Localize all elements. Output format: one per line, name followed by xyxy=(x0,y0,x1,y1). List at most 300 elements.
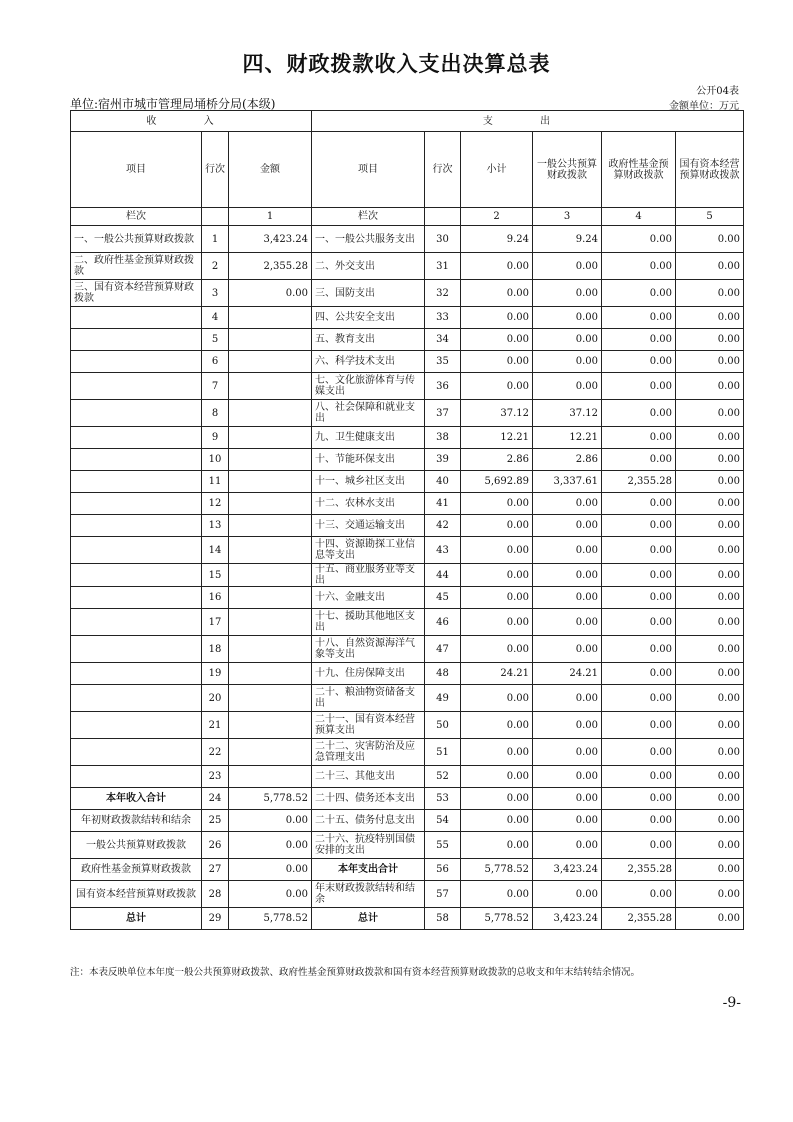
cell-in-line: 29 xyxy=(202,908,229,930)
cell-ex-item: 九、卫生健康支出 xyxy=(312,427,425,449)
cell-sub: 0.00 xyxy=(461,373,533,400)
cell-ex-line: 52 xyxy=(425,766,461,788)
cell-gov: 0.00 xyxy=(602,280,676,307)
cell-gov: 0.00 xyxy=(602,788,676,810)
cell-st: 0.00 xyxy=(676,449,744,471)
table-row xyxy=(71,810,744,832)
cell-gen: 0.00 xyxy=(533,881,602,908)
expense-line-header: 行次 xyxy=(425,132,461,208)
cell-in-line: 28 xyxy=(202,881,229,908)
general-budget-header: 一般公共预算财政拨款 xyxy=(533,132,602,208)
cell-ex-line: 34 xyxy=(425,329,461,351)
cell-sub: 0.00 xyxy=(461,329,533,351)
table-row xyxy=(71,881,744,908)
cell-gen: 0.00 xyxy=(533,351,602,373)
cell-in-item: 三、国有资本经营预算财政拨款 xyxy=(71,280,202,307)
cell-gov: 0.00 xyxy=(602,636,676,663)
cell-ex-line: 58 xyxy=(425,908,461,930)
cell-gov: 0.00 xyxy=(602,373,676,400)
cell-st: 0.00 xyxy=(676,908,744,930)
table-row xyxy=(71,587,744,609)
cell-st: 0.00 xyxy=(676,351,744,373)
cell-in-amt xyxy=(229,329,312,351)
cell-gov: 0.00 xyxy=(602,739,676,766)
table-row xyxy=(71,859,744,881)
cell-in-item xyxy=(71,373,202,400)
table-row xyxy=(71,712,744,739)
cell-ex-item: 十、节能环保支出 xyxy=(312,449,425,471)
cell-in-line: 2 xyxy=(202,253,229,280)
cell-gov: 0.00 xyxy=(602,609,676,636)
cell-in-line: 12 xyxy=(202,493,229,515)
cell-gov: 0.00 xyxy=(602,685,676,712)
cell-gen: 0.00 xyxy=(533,739,602,766)
expense-item-header: 项目 xyxy=(312,132,425,208)
cell-st: 0.00 xyxy=(676,712,744,739)
cell-sub: 0.00 xyxy=(461,351,533,373)
cell-ex-item: 六、科学技术支出 xyxy=(312,351,425,373)
cell-sub: 0.00 xyxy=(461,739,533,766)
cell-gov: 0.00 xyxy=(602,351,676,373)
cell-gen: 0.00 xyxy=(533,564,602,587)
cell-in-item: 国有资本经营预算财政拨款 xyxy=(71,881,202,908)
col-label: 栏次 xyxy=(71,208,202,226)
cell-in-amt xyxy=(229,493,312,515)
cell-ex-line: 47 xyxy=(425,636,461,663)
cell-ex-line: 33 xyxy=(425,307,461,329)
cell-sub: 24.21 xyxy=(461,663,533,685)
cell-ex-item: 十五、商业服务业等支出 xyxy=(312,564,425,587)
cell-in-item: 总计 xyxy=(71,908,202,930)
cell-st: 0.00 xyxy=(676,636,744,663)
cell-sub: 5,778.52 xyxy=(461,859,533,881)
cell-gen: 0.00 xyxy=(533,685,602,712)
cell-st: 0.00 xyxy=(676,739,744,766)
cell-st: 0.00 xyxy=(676,515,744,537)
cell-ex-item: 四、公共安全支出 xyxy=(312,307,425,329)
cell-ex-item: 十九、住房保障支出 xyxy=(312,663,425,685)
cell-gen: 0.00 xyxy=(533,493,602,515)
cell-sub: 0.00 xyxy=(461,712,533,739)
table-row xyxy=(71,788,744,810)
cell-in-line: 4 xyxy=(202,307,229,329)
cell-in-amt xyxy=(229,636,312,663)
cell-in-line: 21 xyxy=(202,712,229,739)
cell-ex-item: 五、教育支出 xyxy=(312,329,425,351)
expense-section-header: 支 出 xyxy=(312,111,744,132)
cell-st: 0.00 xyxy=(676,881,744,908)
cell-gov: 2,355.28 xyxy=(602,908,676,930)
cell-gen: 0.00 xyxy=(533,537,602,564)
cell-in-amt: 3,423.24 xyxy=(229,226,312,253)
document-title: 四、财政拨款收入支出决算总表 xyxy=(242,52,551,76)
cell-st: 0.00 xyxy=(676,587,744,609)
unit-label: 单位:宿州市城市管理局埇桥分局(本级) xyxy=(70,97,276,111)
cell-ex-item: 总计 xyxy=(312,908,425,930)
cell-ex-line: 38 xyxy=(425,427,461,449)
cell-in-amt xyxy=(229,400,312,427)
cell-ex-line: 51 xyxy=(425,739,461,766)
col-number-4: 4 xyxy=(602,208,676,226)
cell-gov: 0.00 xyxy=(602,427,676,449)
col-label: 栏次 xyxy=(312,208,425,226)
subtotal-header: 小计 xyxy=(461,132,533,208)
cell-gen: 9.24 xyxy=(533,226,602,253)
cell-in-line: 10 xyxy=(202,449,229,471)
cell-ex-item: 三、国防支出 xyxy=(312,280,425,307)
cell-in-item xyxy=(71,329,202,351)
cell-ex-line: 46 xyxy=(425,609,461,636)
cell-ex-item: 二、外交支出 xyxy=(312,253,425,280)
header-row-columns xyxy=(71,132,744,208)
table-row xyxy=(71,400,744,427)
cell-gov: 0.00 xyxy=(602,766,676,788)
cell-ex-item: 十七、援助其他地区支出 xyxy=(312,609,425,636)
cell-gen: 0.00 xyxy=(533,636,602,663)
cell-st: 0.00 xyxy=(676,788,744,810)
cell-gen: 0.00 xyxy=(533,329,602,351)
cell-ex-line: 50 xyxy=(425,712,461,739)
cell-in-item xyxy=(71,766,202,788)
cell-in-item xyxy=(71,307,202,329)
cell-ex-line: 55 xyxy=(425,832,461,859)
cell-in-amt: 0.00 xyxy=(229,832,312,859)
cell-sub: 37.12 xyxy=(461,400,533,427)
cell-in-line: 1 xyxy=(202,226,229,253)
cell-st: 0.00 xyxy=(676,685,744,712)
cell-sub: 0.00 xyxy=(461,537,533,564)
cell-st: 0.00 xyxy=(676,663,744,685)
cell-gov: 0.00 xyxy=(602,515,676,537)
table-row xyxy=(71,564,744,587)
cell-in-item: 二、政府性基金预算财政拨款 xyxy=(71,253,202,280)
table-row xyxy=(71,636,744,663)
cell-in-line: 18 xyxy=(202,636,229,663)
cell-in-amt xyxy=(229,663,312,685)
cell-sub: 2.86 xyxy=(461,449,533,471)
cell-in-line: 27 xyxy=(202,859,229,881)
cell-sub: 0.00 xyxy=(461,515,533,537)
cell-sub: 0.00 xyxy=(461,636,533,663)
table-row xyxy=(71,226,744,253)
cell-sub: 0.00 xyxy=(461,881,533,908)
cell-in-item: 年初财政拨款结转和结余 xyxy=(71,810,202,832)
cell-st: 0.00 xyxy=(676,609,744,636)
cell-in-item: 一般公共预算财政拨款 xyxy=(71,832,202,859)
cell-sub: 0.00 xyxy=(461,564,533,587)
cell-in-item xyxy=(71,427,202,449)
cell-gov: 2,355.28 xyxy=(602,471,676,493)
cell-gen: 0.00 xyxy=(533,810,602,832)
cell-ex-line: 42 xyxy=(425,515,461,537)
cell-in-amt: 0.00 xyxy=(229,280,312,307)
header-row-sections xyxy=(71,111,744,132)
cell-in-amt: 5,778.52 xyxy=(229,788,312,810)
cell-ex-item: 二十五、债务付息支出 xyxy=(312,810,425,832)
cell-sub: 0.00 xyxy=(461,766,533,788)
cell-in-amt: 5,778.52 xyxy=(229,908,312,930)
cell-in-item xyxy=(71,636,202,663)
cell-ex-item: 二十四、债务还本支出 xyxy=(312,788,425,810)
cell-in-line: 20 xyxy=(202,685,229,712)
table-row xyxy=(71,663,744,685)
cell-gov: 0.00 xyxy=(602,253,676,280)
cell-ex-line: 54 xyxy=(425,810,461,832)
cell-sub: 0.00 xyxy=(461,493,533,515)
page-number: -9- xyxy=(722,995,741,1011)
cell-ex-line: 43 xyxy=(425,537,461,564)
income-item-header: 项目 xyxy=(71,132,202,208)
cell-in-line: 16 xyxy=(202,587,229,609)
cell-in-amt xyxy=(229,351,312,373)
cell-ex-line: 35 xyxy=(425,351,461,373)
cell-gov: 0.00 xyxy=(602,493,676,515)
cell-ex-item: 二十一、国有资本经营预算支出 xyxy=(312,712,425,739)
cell-gen: 0.00 xyxy=(533,280,602,307)
cell-in-item xyxy=(71,685,202,712)
cell-in-line: 23 xyxy=(202,766,229,788)
header-row-column-numbers xyxy=(71,208,744,226)
col-blank xyxy=(202,208,229,226)
cell-ex-item: 本年支出合计 xyxy=(312,859,425,881)
cell-st: 0.00 xyxy=(676,810,744,832)
table-body xyxy=(71,226,744,930)
footnote: 注：本表反映单位本年度一般公共预算财政拨款、政府性基金预算财政拨款和国有资本经营预算财政拨款的总收支和年末结转结余情况。 xyxy=(70,967,641,978)
table-row xyxy=(71,427,744,449)
cell-in-line: 24 xyxy=(202,788,229,810)
table-row xyxy=(71,329,744,351)
cell-sub: 0.00 xyxy=(461,253,533,280)
cell-in-amt: 0.00 xyxy=(229,881,312,908)
cell-in-item xyxy=(71,351,202,373)
cell-ex-line: 37 xyxy=(425,400,461,427)
cell-sub: 0.00 xyxy=(461,587,533,609)
col-number-5: 5 xyxy=(676,208,744,226)
table-row xyxy=(71,766,744,788)
cell-sub: 0.00 xyxy=(461,832,533,859)
cell-ex-line: 36 xyxy=(425,373,461,400)
cell-gen: 2.86 xyxy=(533,449,602,471)
cell-ex-item: 一、一般公共服务支出 xyxy=(312,226,425,253)
cell-sub: 0.00 xyxy=(461,280,533,307)
cell-gen: 0.00 xyxy=(533,788,602,810)
cell-in-amt: 0.00 xyxy=(229,859,312,881)
table-row xyxy=(71,908,744,930)
cell-gov: 0.00 xyxy=(602,810,676,832)
form-number: 公开04表 xyxy=(696,86,739,97)
cell-gov: 2,355.28 xyxy=(602,859,676,881)
table-row xyxy=(71,685,744,712)
cell-in-item xyxy=(71,564,202,587)
cell-in-line: 26 xyxy=(202,832,229,859)
cell-ex-item: 十四、资源勘探工业信息等支出 xyxy=(312,537,425,564)
cell-in-amt xyxy=(229,766,312,788)
cell-st: 0.00 xyxy=(676,373,744,400)
cell-gen: 24.21 xyxy=(533,663,602,685)
income-amount-header: 金额 xyxy=(229,132,312,208)
cell-ex-item: 年末财政拨款结转和结余 xyxy=(312,881,425,908)
cell-gov: 0.00 xyxy=(602,400,676,427)
cell-gov: 0.00 xyxy=(602,587,676,609)
cell-ex-line: 31 xyxy=(425,253,461,280)
cell-gov: 0.00 xyxy=(602,564,676,587)
table-row xyxy=(71,307,744,329)
cell-gov: 0.00 xyxy=(602,537,676,564)
cell-sub: 12.21 xyxy=(461,427,533,449)
table-row xyxy=(71,609,744,636)
cell-in-amt xyxy=(229,587,312,609)
cell-ex-item: 十六、金融支出 xyxy=(312,587,425,609)
cell-in-item xyxy=(71,537,202,564)
cell-gen: 3,337.61 xyxy=(533,471,602,493)
cell-in-item xyxy=(71,587,202,609)
cell-in-line: 15 xyxy=(202,564,229,587)
cell-ex-item: 八、社会保障和就业支出 xyxy=(312,400,425,427)
cell-in-line: 5 xyxy=(202,329,229,351)
cell-in-line: 17 xyxy=(202,609,229,636)
cell-st: 0.00 xyxy=(676,564,744,587)
cell-in-line: 22 xyxy=(202,739,229,766)
cell-ex-line: 49 xyxy=(425,685,461,712)
cell-in-item xyxy=(71,449,202,471)
col-number-2: 2 xyxy=(461,208,533,226)
cell-in-item xyxy=(71,712,202,739)
cell-in-amt xyxy=(229,427,312,449)
cell-in-line: 13 xyxy=(202,515,229,537)
cell-in-line: 9 xyxy=(202,427,229,449)
cell-st: 0.00 xyxy=(676,307,744,329)
cell-ex-item: 七、文化旅游体育与传媒支出 xyxy=(312,373,425,400)
cell-ex-line: 40 xyxy=(425,471,461,493)
cell-sub: 0.00 xyxy=(461,685,533,712)
cell-st: 0.00 xyxy=(676,427,744,449)
cell-in-line: 3 xyxy=(202,280,229,307)
cell-in-amt xyxy=(229,471,312,493)
table-row xyxy=(71,373,744,400)
cell-gov: 0.00 xyxy=(602,226,676,253)
table-row xyxy=(71,832,744,859)
cell-ex-line: 56 xyxy=(425,859,461,881)
cell-st: 0.00 xyxy=(676,766,744,788)
cell-in-amt xyxy=(229,739,312,766)
cell-ex-line: 45 xyxy=(425,587,461,609)
cell-gen: 0.00 xyxy=(533,609,602,636)
cell-in-amt xyxy=(229,564,312,587)
cell-sub: 0.00 xyxy=(461,810,533,832)
cell-gen: 3,423.24 xyxy=(533,908,602,930)
cell-in-item: 本年收入合计 xyxy=(71,788,202,810)
cell-ex-line: 48 xyxy=(425,663,461,685)
cell-gen: 0.00 xyxy=(533,515,602,537)
cell-ex-line: 39 xyxy=(425,449,461,471)
table-row xyxy=(71,515,744,537)
cell-in-item xyxy=(71,515,202,537)
cell-in-amt xyxy=(229,685,312,712)
table-row xyxy=(71,537,744,564)
cell-gen: 0.00 xyxy=(533,307,602,329)
cell-in-amt xyxy=(229,373,312,400)
cell-in-item: 一、一般公共预算财政拨款 xyxy=(71,226,202,253)
cell-gen: 0.00 xyxy=(533,766,602,788)
cell-in-item xyxy=(71,663,202,685)
cell-ex-line: 57 xyxy=(425,881,461,908)
cell-gov: 0.00 xyxy=(602,329,676,351)
cell-ex-line: 41 xyxy=(425,493,461,515)
gov-fund-header: 政府性基金预算财政拨款 xyxy=(602,132,676,208)
income-line-header: 行次 xyxy=(202,132,229,208)
cell-in-item xyxy=(71,400,202,427)
cell-ex-item: 二十三、其他支出 xyxy=(312,766,425,788)
cell-sub: 9.24 xyxy=(461,226,533,253)
cell-in-amt xyxy=(229,537,312,564)
cell-in-line: 11 xyxy=(202,471,229,493)
table-row xyxy=(71,493,744,515)
cell-ex-item: 十二、农林水支出 xyxy=(312,493,425,515)
cell-in-amt: 2,355.28 xyxy=(229,253,312,280)
cell-ex-line: 44 xyxy=(425,564,461,587)
fiscal-appropriation-table xyxy=(70,110,744,930)
cell-ex-item: 二十六、抗疫特别国债安排的支出 xyxy=(312,832,425,859)
cell-st: 0.00 xyxy=(676,832,744,859)
cell-st: 0.00 xyxy=(676,493,744,515)
cell-in-line: 6 xyxy=(202,351,229,373)
cell-ex-item: 十三、交通运输支出 xyxy=(312,515,425,537)
cell-in-line: 19 xyxy=(202,663,229,685)
table-row xyxy=(71,449,744,471)
cell-in-amt: 0.00 xyxy=(229,810,312,832)
cell-gen: 3,423.24 xyxy=(533,859,602,881)
cell-ex-line: 32 xyxy=(425,280,461,307)
cell-st: 0.00 xyxy=(676,471,744,493)
cell-ex-item: 十八、自然资源海洋气象等支出 xyxy=(312,636,425,663)
table-row xyxy=(71,739,744,766)
table-row xyxy=(71,351,744,373)
cell-st: 0.00 xyxy=(676,280,744,307)
cell-sub: 0.00 xyxy=(461,788,533,810)
cell-in-line: 25 xyxy=(202,810,229,832)
cell-in-amt xyxy=(229,449,312,471)
state-capital-header: 国有资本经营预算财政拨款 xyxy=(676,132,744,208)
income-section-header: 收 入 xyxy=(71,111,312,132)
cell-in-line: 8 xyxy=(202,400,229,427)
cell-st: 0.00 xyxy=(676,329,744,351)
cell-in-line: 14 xyxy=(202,537,229,564)
cell-in-item xyxy=(71,609,202,636)
table-row xyxy=(71,280,744,307)
table-row xyxy=(71,253,744,280)
cell-gov: 0.00 xyxy=(602,832,676,859)
cell-ex-line: 53 xyxy=(425,788,461,810)
cell-in-amt xyxy=(229,307,312,329)
cell-in-item xyxy=(71,493,202,515)
cell-sub: 0.00 xyxy=(461,609,533,636)
cell-ex-line: 30 xyxy=(425,226,461,253)
cell-gov: 0.00 xyxy=(602,712,676,739)
cell-in-amt xyxy=(229,515,312,537)
cell-sub: 0.00 xyxy=(461,307,533,329)
cell-in-item xyxy=(71,471,202,493)
cell-in-amt xyxy=(229,609,312,636)
cell-sub: 5,692.89 xyxy=(461,471,533,493)
cell-gen: 37.12 xyxy=(533,400,602,427)
table-row xyxy=(71,471,744,493)
cell-ex-item: 二十、粮油物资储备支出 xyxy=(312,685,425,712)
cell-ex-item: 十一、城乡社区支出 xyxy=(312,471,425,493)
cell-in-line: 7 xyxy=(202,373,229,400)
cell-gen: 12.21 xyxy=(533,427,602,449)
cell-gen: 0.00 xyxy=(533,587,602,609)
cell-gov: 0.00 xyxy=(602,307,676,329)
